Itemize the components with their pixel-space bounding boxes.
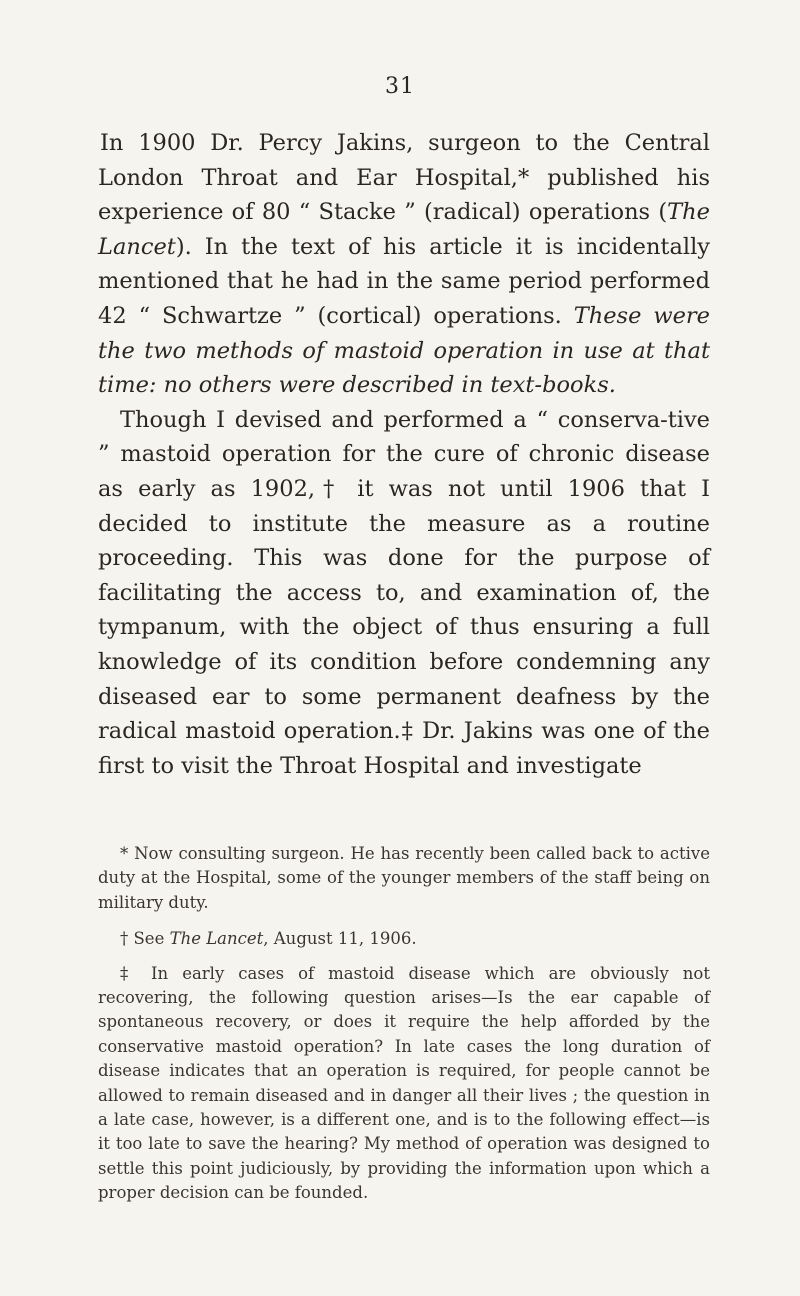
text-segment: Though I devised and performed a “ conserva-tive ” mastoid operation for the cure of chronic disease as early as 1902,† it was not until 1906 that I decided to institute the measure as a routine proceeding. This was done for the purpose of facilitating the access to, and examination of, the tympanum, with the object of thus ensuring a full knowledge of its condition before condemning any diseased ear to some permanent deafness by the radical mastoid operation.‡ Dr. Jakins was one of the first to visit the Throat Hospital and investigate [98,406,710,779]
page-number: 31 [385,74,415,99]
main-text [98,126,710,783]
text-segment-italic: The Lancet [98,199,710,260]
footnote-text: † See [120,929,170,949]
text-segment: In 1900 Dr. Percy Jakins, surgeon to the Central London Throat and Ear Hospital,* published his experience of 80 “ Stacke ” (radical) operations ( [98,130,710,226]
paragraph-1 [98,126,710,403]
footnote-text: , August 11, 1906. [263,929,417,949]
footnote-3 [98,962,710,1206]
footnote-1 [98,842,710,915]
footnote-text-italic: The Lancet [169,929,264,949]
footnotes [98,842,710,1216]
paragraph-2 [98,403,710,784]
text-segment-italic: These were the two methods of mastoid operation in use at that time: no others were described in text-books. [98,302,710,399]
footnote-text: * Now consulting surgeon. He has recently been called back to active duty at the Hospital, some of the younger members of the staff being on military duty. [98,844,710,912]
footnote-text: ‡ In early cases of mastoid disease which are obviously not recovering, the following question arises—Is the ear capable of spontaneous recovery, or does it require the help afforded by the conservative mastoid operation? In late cases the long duration of disease indicates that an operation is required, for people cannot be allowed to remain diseased and in danger all their lives ; the question in a late case, however, is a different one, and is to the following effect—is it too late to save the hearing? My method of operation was designed to settle this point judiciously, by providing the information upon which a proper decision can be founded. [98,963,710,1203]
footnote-2 [98,927,710,951]
text-segment: ). In the text of his article it is incidentally mentioned that he had in the same period performed 42 “ Schwartze ” (cortical) operations. [98,233,710,329]
